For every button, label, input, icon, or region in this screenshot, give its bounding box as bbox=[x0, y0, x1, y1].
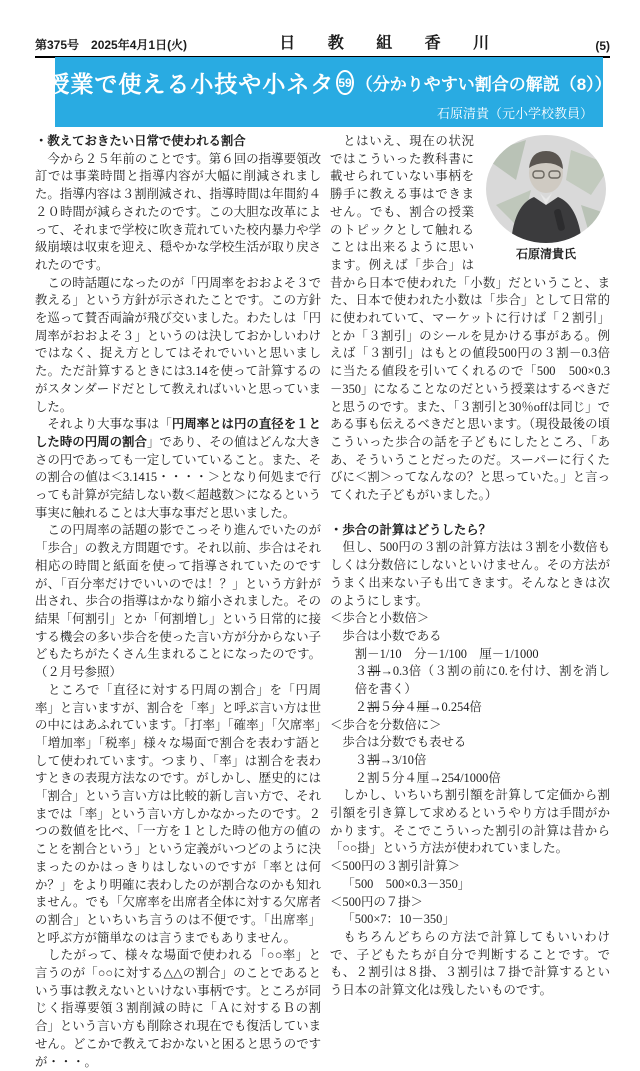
paragraph: ところで「直径に対する円周の割合」を「円周率」と言いますが、割合を「率」と呼ぶ言い方は世の中にはあふれています。「打率」「確率」「欠席率」「増加率」「税率」様々な場面で割合を表わす語として使われています。つまり、「率」は割合を表わすときの表現方法なのです。がしかし、歴史的には「割合」という言い方は比較的新し言い方で、それまでは「率」という言い方しかなかったのです。２つの数値を比べ、「一方を１とした時の他方の値のことを割合という」という定義がいつどのように決まったのかはっきりはしないのですが「率とは何か？」をより明確に表わしたのが割合なのかも知れません。でも「欠席率を出席者全体に対する欠席者の割合」といちいち言うのは不便です。「出席率」と呼ぶ方が簡単なのは言うまでもありません。 bbox=[35, 682, 321, 945]
paragraph: しかし、いちいち割引額を計算して定価から割引額を引き算して求めるというやり方は手間がかかります。そこでこういった割引の計算は昔から「○○掛」という方法が使われていました。 bbox=[330, 788, 610, 856]
list-heading: ＜歩合と小数倍＞ bbox=[330, 611, 430, 626]
calc-part: →3/10倍 bbox=[379, 752, 427, 767]
paragraph bbox=[35, 416, 321, 522]
article-title bbox=[46, 66, 612, 99]
author-photo-box bbox=[482, 133, 610, 261]
paragraph: とはいえ、現在の状況ではこういった教科書に載せられていない事柄を勝手に教える事はできません。でも、割合の授業のトピックとして触れることは出来るように思います。例えば「歩合」は昔から日本で使われた「小数」だということ、また、日本で使われた小数は「歩合」として日常的に使われていて、マーケットに行けば「２割引」とか「３割引」のシールを見かける事がある。例えば「３割引」はもとの値段500円の３割－0.3倍に当たる値段を引いてくれるので「500 500×0.3－350」になることなのだという授業はするべきだと思うのです。また、「３割引と30％offは同じ」である事も伝えるべきだと思います。（現役最後の頃こういった歩合の話を子どもにしたところ、「ああ、そういうことだったのだ。スーパーに行くたびに＜割＞ってなんなの？と思っていた。」と言ってくれた子どもがいました。） bbox=[330, 134, 610, 503]
paragraph: 但し、500円の３割の計算方法は３割を小数倍もしくは分数倍にしないといけません。その方法がうまく出来ない子も出てきます。そんなときは次のようにします。 bbox=[330, 540, 610, 608]
section-heading: ・歩合の計算はどうしたら？ bbox=[330, 522, 492, 537]
formula-line: 「500 500×0.3－350」 bbox=[342, 876, 471, 891]
paragraph: この時話題になったのが「円周率をおおよそ３で教える」という方針が示されたことです。この方針を巡って賛否両論が飛び交いました。わたしは「円周率がおおよそ３」というのは決しておかしいわけではなく、捉え方としてはそれでいいと思いました。ただ計算するときには3.14を使って計算するのがスタンダードだとして教えればいいと思っていました。 bbox=[35, 275, 321, 414]
calc-part-struck: 割 bbox=[367, 699, 380, 714]
list-line: 割－1/10 分－1/100 厘－1/1000 bbox=[354, 646, 539, 661]
list-line bbox=[330, 752, 610, 770]
list-heading: ＜500円の３割引計算＞ bbox=[330, 859, 461, 874]
author-byline: 石原清貴（元小学校教員） bbox=[436, 106, 593, 121]
calc-part: ４ bbox=[404, 699, 417, 714]
list-line bbox=[330, 699, 610, 717]
list-heading: ＜歩合を分数倍に＞ bbox=[330, 717, 442, 732]
emphasized-text: 円周率とは円の直径を１とした時の円周の割合 bbox=[35, 417, 322, 449]
article-title-main: 授業で使える小技や小ネタ bbox=[46, 71, 335, 97]
section-heading: ・教えておきたい日常で使われる割合 bbox=[35, 134, 246, 148]
calc-part-struck: 分 bbox=[391, 699, 405, 714]
calc-part: ３ bbox=[354, 664, 368, 679]
newsletter-title: 日 教 組 香 川 bbox=[279, 35, 504, 52]
article-title-banner bbox=[46, 57, 612, 127]
circled-number-badge: 59 bbox=[336, 70, 353, 95]
article-title-sub: （分かりやすい割合の解説（8）） bbox=[355, 75, 612, 94]
paragraph: この円周率の話題の影でこっそり進んでいたのが「歩合」の教え方問題です。それ以前、歩合はそれ相応の時間と紙面を使って指導されていたのですが、「百分率だけでいいのでは！？」という方針が出され、歩合の指導はかなり縮小されました。その結果「何割引」とか「何割増し」という日常的に接する機会の多い歩合を使った言い方が分からない子どもたちがたくさん生まれることになったのです。（２月号参照） bbox=[35, 523, 321, 680]
list-line: ２割５分４厘→254/1000倍 bbox=[354, 770, 501, 785]
page-number: (5) bbox=[595, 39, 610, 53]
portrait-photo-graphic bbox=[486, 135, 606, 243]
left-column bbox=[35, 133, 321, 1071]
calc-part-struck: 厘 bbox=[416, 699, 430, 714]
paragraph-text: それより大事な事は「 bbox=[35, 417, 172, 432]
calc-part: →0.3倍（３割の前に0.を付け、割を消し倍を書く） bbox=[354, 664, 610, 697]
calc-part: ５ bbox=[379, 699, 392, 714]
calc-part-struck: 割 bbox=[367, 752, 380, 767]
list-heading: ＜500円の７掛＞ bbox=[330, 894, 423, 909]
right-column bbox=[330, 133, 610, 1000]
formula-line: 「500×7：10－350」 bbox=[342, 912, 455, 927]
portrait-photo bbox=[486, 135, 606, 243]
paragraph: もちろんどちらの方法で計算してもいいわけで、子どもたちが自分で判断することです。でも、２割引は８掛、３割引は７掛で計算するという日本の計算文化は残したいものです。 bbox=[330, 929, 610, 998]
list-line: 歩合は分数でも表せる bbox=[342, 735, 467, 750]
paragraph-text: 」であり、その値はどんな大きさの円であっても一定していていること。また、その割合の値は＜3.1415・・・・＞となり何処まで行っても計算が完結しない数＜超越数＞になるという事実に触れることは大事な事だと思いました。 bbox=[35, 434, 322, 520]
list-line bbox=[330, 663, 610, 698]
page-header bbox=[35, 30, 610, 58]
calc-part: →0.254倍 bbox=[429, 699, 482, 714]
paragraph: 今から２５年前のことです。第６回の指導要領改訂では事業時間と指導内容が大幅に削減されました。指導内容は３割削減され、指導時間は年間約４２０時間が減らされたのです。この大胆な改革によって、それまで学校に吹き荒れていた校内暴力や学級崩壊は収束を迎え、穏やかな学校生活が取り戻されたのです。 bbox=[35, 151, 321, 272]
calc-part-struck: 割 bbox=[367, 664, 381, 679]
list-line: 歩合は小数である bbox=[342, 628, 442, 643]
calc-part: ３ bbox=[354, 752, 368, 767]
paragraph: したがって、様々な場面で使われる「○○率」と言うのが「○○に対する△△の割合」のことであるという事は教えないといけない事柄です。ところが同じく指導要領３割削減の時に「Ａに対するＢの割合」という言い方も削除され現在でも復活していません。どこかで教えておかないと困ると思うのですが・・・。 bbox=[35, 948, 321, 1069]
calc-part: ２ bbox=[354, 699, 368, 714]
issue-date: 第375号 2025年4月1日(火) bbox=[35, 38, 188, 52]
photo-caption: 石原清貴氏 bbox=[515, 247, 576, 261]
